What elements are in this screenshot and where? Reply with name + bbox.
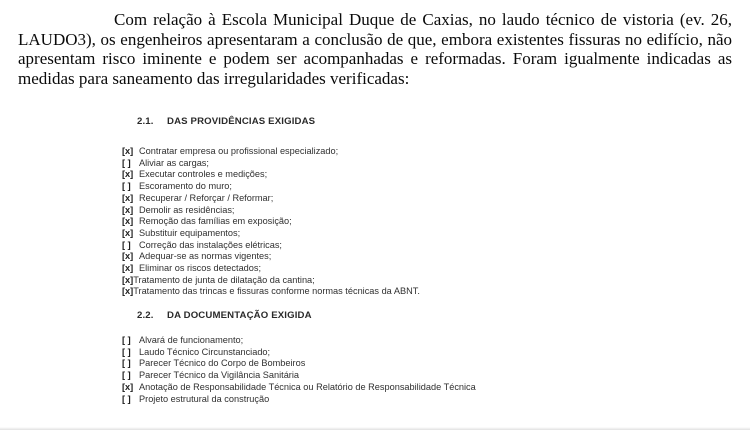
checkbox-mark: [x]: [122, 169, 134, 180]
checkbox-mark: [x]: [122, 216, 134, 227]
section-heading-documentacao: [137, 310, 312, 321]
checkbox-mark: [ ]: [122, 239, 131, 250]
section-title: DA DOCUMENTAÇÃO EXIGIDA: [167, 310, 312, 321]
checklist-item-text: Demolir as residências;: [139, 204, 235, 215]
checkbox-mark: [x]: [122, 274, 134, 285]
checklist-item: [122, 216, 420, 228]
documentacao-list: [122, 335, 476, 405]
checklist-item-text: Alvará de funcionamento;: [139, 335, 244, 345]
checklist-item-text: Recuperar / Reforçar / Reformar;: [139, 192, 274, 203]
checklist-item-text: Remoção das famílias em exposição;: [139, 216, 292, 227]
body-paragraph: Com relação à Escola Municipal Duque de Caxias, no laudo técnico de vistoria (ev. 26, LAUDO3), os engenheiros apresentaram a conclusão de que, embora existentes fissuras no edifício, não apresentam risco iminente e podem ser acompanhadas e reformadas. Foram igualmente indicadas as medidas para saneamento das irregularidades verificadas:: [18, 10, 732, 88]
checkbox-mark: [ ]: [122, 335, 131, 345]
checklist-item: [122, 382, 476, 394]
checklist-item: [122, 205, 420, 217]
checkbox-mark: [x]: [122, 204, 134, 215]
section-number: 2.2.: [137, 310, 154, 321]
checklist-item-text: Laudo Técnico Circunstanciado;: [139, 346, 271, 357]
checkbox-mark: [ ]: [122, 346, 131, 357]
checklist-item: [122, 394, 476, 406]
checklist-item: [122, 158, 420, 170]
checklist-item: [122, 240, 420, 252]
checkbox-mark: [x]: [122, 251, 134, 262]
checklist-item: [122, 286, 420, 298]
checklist-item-text: Projeto estrutural da construção: [139, 393, 270, 404]
checklist-item: [122, 335, 476, 347]
checkbox-mark: [x]: [122, 263, 134, 274]
checklist-item: [122, 193, 420, 205]
checklist-item-text: Aliviar as cargas;: [139, 157, 209, 168]
checklist-item: [122, 228, 420, 240]
checkbox-mark: [ ]: [122, 358, 131, 369]
checklist-item-text: Tratamento de junta de dilatação da cantina;: [133, 274, 315, 285]
checkbox-mark: [x]: [122, 192, 134, 203]
checklist-item-text: Contratar empresa ou profissional especializado;: [139, 146, 339, 156]
scanned-excerpt: [0, 104, 750, 430]
checklist-item: [122, 251, 420, 263]
checklist-item-text: Adequar-se as normas vigentes;: [139, 251, 272, 262]
checkbox-mark: [ ]: [122, 393, 131, 404]
checklist-item-text: Anotação de Responsabilidade Técnica ou Relatório de Responsabilidade Técnica: [139, 381, 476, 392]
section-heading-providencias: [137, 116, 315, 127]
providencias-list: [122, 146, 420, 298]
checklist-item: [122, 263, 420, 275]
checklist-item-text: Parecer Técnico do Corpo de Bombeiros: [139, 358, 306, 369]
checklist-item-text: Escoramento do muro;: [139, 181, 232, 192]
checklist-item: [122, 370, 476, 382]
section-title: DAS PROVIDÊNCIAS EXIGIDAS: [167, 116, 316, 127]
section-number: 2.1.: [137, 116, 154, 127]
checklist-item-text: Parecer Técnico da Vigilância Sanitária: [139, 370, 300, 381]
checklist-item: [122, 347, 476, 359]
checklist-item: [122, 181, 420, 193]
checklist-item-text: Executar controles e medições;: [139, 169, 268, 180]
checklist-item: [122, 169, 420, 181]
checkbox-mark: [x]: [122, 286, 134, 297]
checklist-item-text: Substituir equipamentos;: [139, 227, 241, 238]
checkbox-mark: [ ]: [122, 370, 131, 381]
checkbox-mark: [x]: [122, 146, 134, 156]
checkbox-mark: [x]: [122, 227, 134, 238]
checklist-item: [122, 358, 476, 370]
checklist-item: [122, 146, 420, 158]
checklist-item: [122, 275, 420, 287]
checkbox-mark: [x]: [122, 381, 134, 392]
checklist-item-text: Eliminar os riscos detectados;: [139, 263, 262, 274]
checkbox-mark: [ ]: [122, 181, 131, 192]
checklist-item-text: Correção das instalações elétricas;: [139, 239, 282, 250]
checkbox-mark: [ ]: [122, 157, 131, 168]
checklist-item-text: Tratamento das trincas e fissuras conforme normas técnicas da ABNT.: [133, 286, 420, 297]
